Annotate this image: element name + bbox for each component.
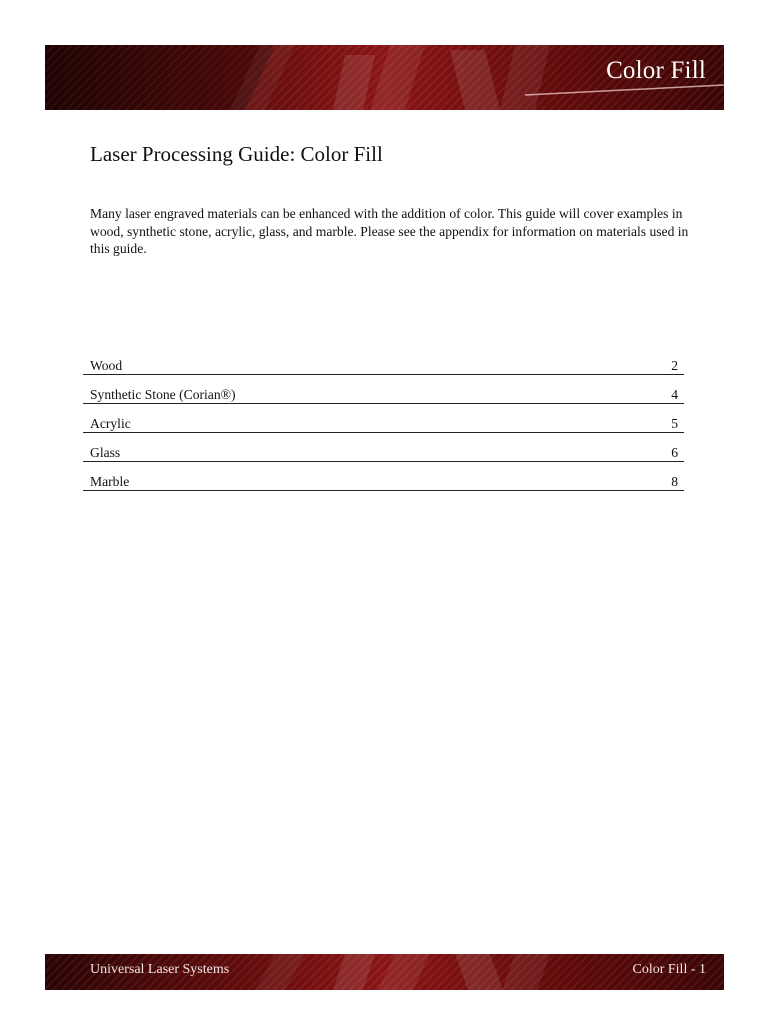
toc-page-number: 4: [671, 387, 678, 402]
toc-label: Marble: [90, 474, 130, 489]
toc-page-number: 6: [671, 445, 678, 460]
toc-label: Acrylic: [90, 416, 131, 431]
header-banner: [45, 45, 724, 110]
toc-row-wood[interactable]: [83, 355, 684, 375]
toc-row-synthetic-stone[interactable]: [83, 375, 684, 404]
toc-label: Synthetic Stone (Corian®): [90, 387, 236, 402]
toc-row-glass[interactable]: [83, 433, 684, 462]
toc-page-number: 8: [671, 474, 678, 489]
toc-row-acrylic[interactable]: [83, 404, 684, 433]
toc-page-number: 5: [671, 416, 678, 431]
toc-label: Glass: [90, 445, 121, 460]
intro-paragraph: Many laser engraved materials can be enhanced with the addition of color. This guide will cover examples in wood, synthetic stone, acrylic, glass, and marble. Please see the appendix for information on materials used in this guide.: [90, 206, 689, 256]
toc-page-number: 2: [671, 358, 678, 373]
toc-label: Wood: [90, 358, 123, 373]
document-title: Laser Processing Guide: Color Fill: [90, 142, 383, 166]
footer-company: Universal Laser Systems: [90, 962, 230, 977]
table-of-contents: [83, 355, 684, 491]
footer-page-label: Color Fill - 1: [632, 962, 706, 977]
header-title: Color Fill: [606, 57, 706, 84]
footer-banner: [45, 954, 724, 990]
toc-row-marble[interactable]: [83, 462, 684, 491]
